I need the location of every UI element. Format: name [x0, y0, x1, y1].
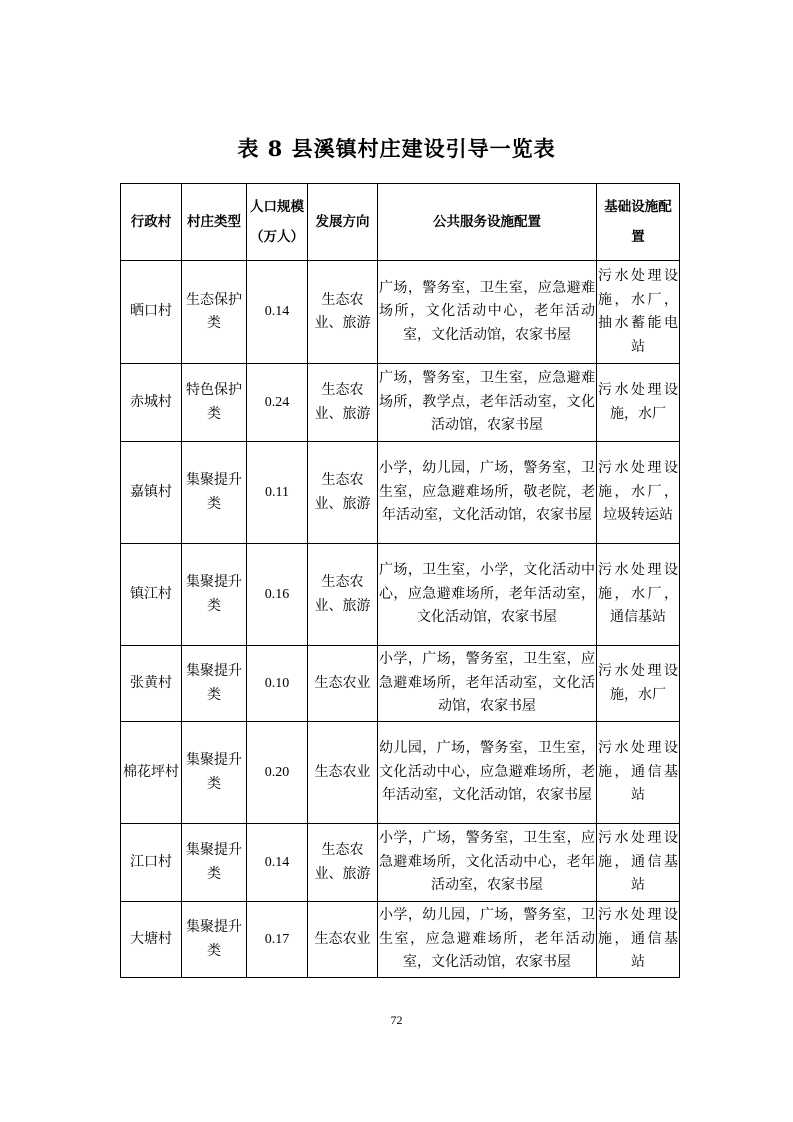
cell-infrastructure: 污水处理设施，通信基站: [597, 824, 680, 902]
cell-population: 0.20: [247, 722, 308, 824]
header-direction: 发展方向: [308, 184, 378, 261]
table-title: 表 8 县溪镇村庄建设引导一览表: [237, 136, 556, 161]
cell-type: 集聚提升类: [182, 544, 247, 646]
cell-services: 广场，警务室，卫生室，应急避难场所，教学点，老年活动室，文化活动馆，农家书屋: [378, 364, 597, 442]
cell-direction: 生态农业: [308, 722, 378, 824]
cell-village: 张黄村: [121, 646, 182, 722]
cell-direction: 生态农业、旅游: [308, 442, 378, 544]
cell-population: 0.17: [247, 902, 308, 978]
village-construction-table: [120, 183, 680, 978]
cell-village: 江口村: [121, 824, 182, 902]
cell-type: 集聚提升类: [182, 646, 247, 722]
cell-type: 生态保护类: [182, 261, 247, 364]
cell-village: 赤城村: [121, 364, 182, 442]
header-services: 公共服务设施配置: [378, 184, 597, 261]
cell-services: 广场，卫生室，小学，文化活动中心，应急避难场所，老年活动室，文化活动馆，农家书屋: [378, 544, 597, 646]
table-row: [121, 442, 680, 544]
cell-services: 广场，警务室，卫生室，应急避难场所，文化活动中心，老年活动室，文化活动馆，农家书屋: [378, 261, 597, 364]
cell-direction: 生态农业、旅游: [308, 261, 378, 364]
cell-village: 棉花坪村: [121, 722, 182, 824]
cell-services: 幼儿园，广场，警务室，卫生室，文化活动中心，应急避难场所，老年活动室，文化活动馆，农家书屋: [378, 722, 597, 824]
cell-infrastructure: 污水处理设施，水厂，通信基站: [597, 544, 680, 646]
table-row: [121, 902, 680, 978]
cell-population: 0.10: [247, 646, 308, 722]
header-row: [121, 184, 680, 261]
cell-population: 0.14: [247, 824, 308, 902]
cell-village: 嘉镇村: [121, 442, 182, 544]
header-population: 人口规模（万人）: [247, 184, 308, 261]
table-row: [121, 261, 680, 364]
cell-village: 镇江村: [121, 544, 182, 646]
header-infrastructure: 基础设施配置: [597, 184, 680, 261]
page-number: 72: [390, 1013, 403, 1027]
cell-population: 0.11: [247, 442, 308, 544]
cell-type: 集聚提升类: [182, 442, 247, 544]
header-village: 行政村: [121, 184, 182, 261]
cell-infrastructure: 污水处理设施，水厂，垃圾转运站: [597, 442, 680, 544]
cell-type: 集聚提升类: [182, 824, 247, 902]
cell-infrastructure: 污水处理设施，水厂: [597, 364, 680, 442]
cell-direction: 生态农业、旅游: [308, 824, 378, 902]
cell-type: 集聚提升类: [182, 902, 247, 978]
cell-population: 0.16: [247, 544, 308, 646]
cell-direction: 生态农业、旅游: [308, 544, 378, 646]
cell-services: 小学，广场，警务室，卫生室，应急避难场所，文化活动中心，老年活动室，农家书屋: [378, 824, 597, 902]
cell-services: 小学，幼儿园，广场，警务室，卫生室，应急避难场所，敬老院，老年活动室，文化活动馆，农家书屋: [378, 442, 597, 544]
cell-infrastructure: 污水处理设施，水厂，抽水蓄能电站: [597, 261, 680, 364]
table-row: [121, 544, 680, 646]
table-body: [121, 261, 680, 978]
cell-type: 特色保护类: [182, 364, 247, 442]
cell-direction: 生态农业、旅游: [308, 364, 378, 442]
cell-infrastructure: 污水处理设施，通信基站: [597, 722, 680, 824]
cell-services: 小学，幼儿园，广场，警务室，卫生室，应急避难场所，老年活动室，文化活动馆，农家书屋: [378, 902, 597, 978]
cell-population: 0.24: [247, 364, 308, 442]
header-type: 村庄类型: [182, 184, 247, 261]
cell-village: 晒口村: [121, 261, 182, 364]
cell-village: 大塘村: [121, 902, 182, 978]
table-row: [121, 646, 680, 722]
cell-direction: 生态农业: [308, 902, 378, 978]
table-row: [121, 824, 680, 902]
cell-type: 集聚提升类: [182, 722, 247, 824]
cell-infrastructure: 污水处理设施，通信基站: [597, 902, 680, 978]
cell-direction: 生态农业: [308, 646, 378, 722]
cell-infrastructure: 污水处理设施，水厂: [597, 646, 680, 722]
cell-services: 小学，广场，警务室，卫生室，应急避难场所，老年活动室，文化活动馆，农家书屋: [378, 646, 597, 722]
table-row: [121, 364, 680, 442]
table-row: [121, 722, 680, 824]
cell-population: 0.14: [247, 261, 308, 364]
